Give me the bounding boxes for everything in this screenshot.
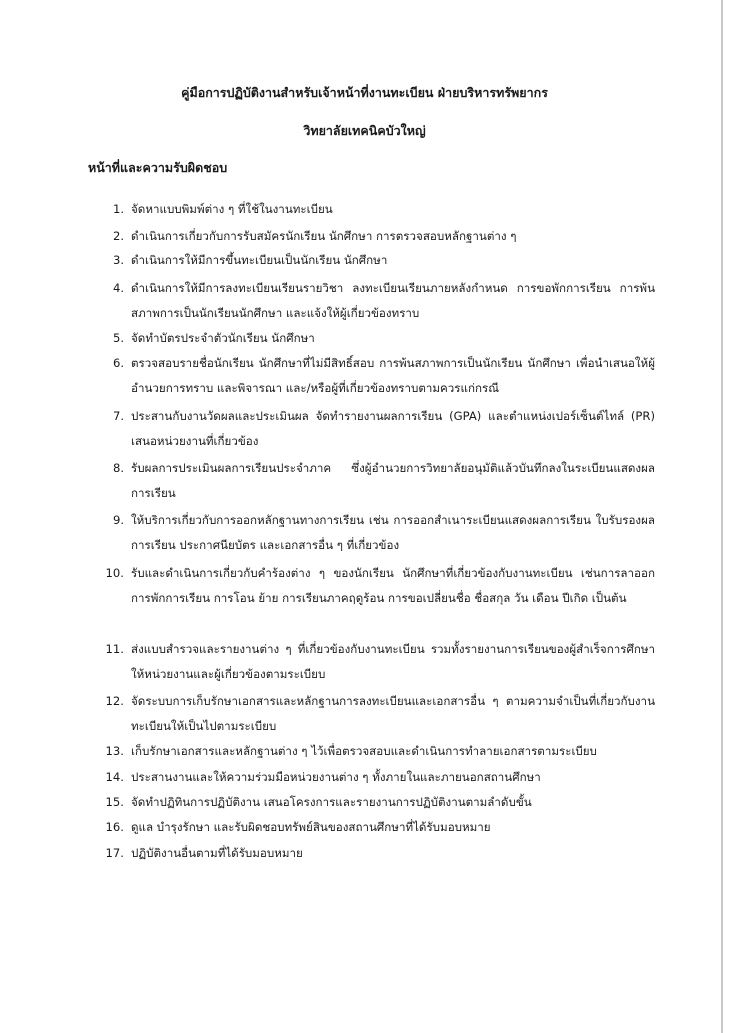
duty-text: ดูแล บำรุงรักษา และรับผิดชอบทรัพย์สินของสถานศึกษาที่ได้รับมอบหมาย <box>131 820 491 834</box>
document-subtitle: วิทยาลัยเทคนิคบัวใหญ่ <box>303 123 426 138</box>
duty-text: จัดระบบการเก็บรักษาเอกสารและหลักฐานการลงทะเบียนและเอกสารอื่น ๆ ตามความจำเป็นที่เกี่ยวกับงานทะเบียนให้เป็นไปตามระเบียบ <box>131 694 655 733</box>
duty-text: รับผลการประเมินผลการเรียนประจำภาค ซึ่งผู้อำนวยการวิทยาลัยอนุมัติแล้วบันทึกลงในระเบียนแสดงผลการเรียน <box>131 461 655 500</box>
duty-number: 10. <box>105 566 124 580</box>
duty-text: ให้บริการเกี่ยวกับการออกหลักฐานทางการเรียน เช่น การออกสำเนาระเบียนแสดงผลการเรียน ใบรับรองผลการเรียน ประกาศนียบัตร และเอกสารอื่น ๆ ที่เกี่ยวข้อง <box>131 513 655 552</box>
document-title: คู่มือการปฏิบัติงานสำหรับเจ้าหน้าที่งานทะเบียน ฝ่ายบริหารทรัพยากร <box>181 85 548 100</box>
duty-number: 1. <box>112 202 124 216</box>
duty-number: 14. <box>105 770 124 784</box>
duty-text: ดำเนินการเกี่ยวกับการรับสมัครนักเรียน นักศึกษา การตรวจสอบหลักฐานต่าง ๆ <box>131 229 517 243</box>
section-heading: หน้าที่และความรับผิดชอบ <box>88 160 228 175</box>
duty-text: ดำเนินการให้มีการลงทะเบียนเรียนรายวิชา ลงทะเบียนเรียนภายหลังกำหนด การขอพักการเรียน การพ้นสภาพการเป็นนักเรียนนักศึกษา และแจ้งให้ผู้เกี่ยวข้องทราบ <box>131 281 655 320</box>
duty-text: เก็บรักษาเอกสารและหลักฐานต่าง ๆ ไว้เพื่อตรวจสอบและดำเนินการทำลายเอกสารตามระเบียบ <box>131 744 597 758</box>
duty-number: 16. <box>105 820 124 834</box>
duty-text: ส่งแบบสำรวจและรายงานต่าง ๆ ที่เกี่ยวข้องกับงานทะเบียน รวมทั้งรายงานการเรียนของผู้สำเร็จการศึกษาให้หน่วยงานและผู้เกี่ยวข้องตามระเบียบ <box>131 642 655 681</box>
duty-number: 8. <box>112 461 124 475</box>
duty-number: 9. <box>112 513 124 527</box>
duty-text: รับและดำเนินการเกี่ยวกับคำร้องต่าง ๆ ของนักเรียน นักศึกษาที่เกี่ยวข้องกับงานทะเบียน เช่นการลาออก การพักการเรียน การโอน ย้าย การเรียนภาคฤดูร้อน การขอเปลี่ยนชื่อ ชื่อสกุล วัน เดือน ปีเกิด เป็นต้น <box>131 566 655 605</box>
duty-text: จัดหาแบบพิมพ์ต่าง ๆ ที่ใช้ในงานทะเบียน <box>131 202 333 216</box>
duty-number: 11. <box>105 642 124 656</box>
duty-number: 6. <box>112 356 124 370</box>
duty-text: ประสานงานและให้ความร่วมมือหน่วยงานต่าง ๆ ทั้งภายในและภายนอกสถานศึกษา <box>131 770 541 784</box>
duty-text: ดำเนินการให้มีการขึ้นทะเบียนเป็นนักเรียน นักศึกษา <box>131 253 388 267</box>
duty-number: 15. <box>105 795 124 809</box>
duty-text: ประสานกับงานวัดผลและประเมินผล จัดทำรายงานผลการเรียน (GPA) และตำแหน่งเปอร์เซ็นต์ไทล์ (PR) เสนอหน่วยงานที่เกี่ยวข้อง <box>131 409 655 448</box>
duty-number: 12. <box>105 694 124 708</box>
duty-number: 17. <box>105 846 124 860</box>
duty-text: จัดทำปฏิทินการปฏิบัติงาน เสนอโครงการและรายงานการปฏิบัติงานตามลำดับขั้น <box>131 795 532 809</box>
duty-number: 2. <box>112 229 124 243</box>
page-edge-line <box>721 0 723 1033</box>
duty-number: 5. <box>112 331 124 345</box>
duty-number: 13. <box>105 744 124 758</box>
duty-number: 7. <box>112 409 124 423</box>
duty-number: 4. <box>112 281 124 295</box>
duty-number: 3. <box>112 253 124 267</box>
duty-text: ตรวจสอบรายชื่อนักเรียน นักศึกษาที่ไม่มีสิทธิ์สอบ การพ้นสภาพการเป็นนักเรียน นักศึกษา เพื่อนำเสนอให้ผู้อำนวยการทราบ และพิจารณา และ/หรือผู้ที่เกี่ยวข้องทราบตามควรแก่กรณี <box>131 356 655 395</box>
duty-text: จัดทำบัตรประจำตัวนักเรียน นักศึกษา <box>131 331 315 345</box>
duty-text: ปฏิบัติงานอื่นตามที่ได้รับมอบหมาย <box>131 846 303 860</box>
